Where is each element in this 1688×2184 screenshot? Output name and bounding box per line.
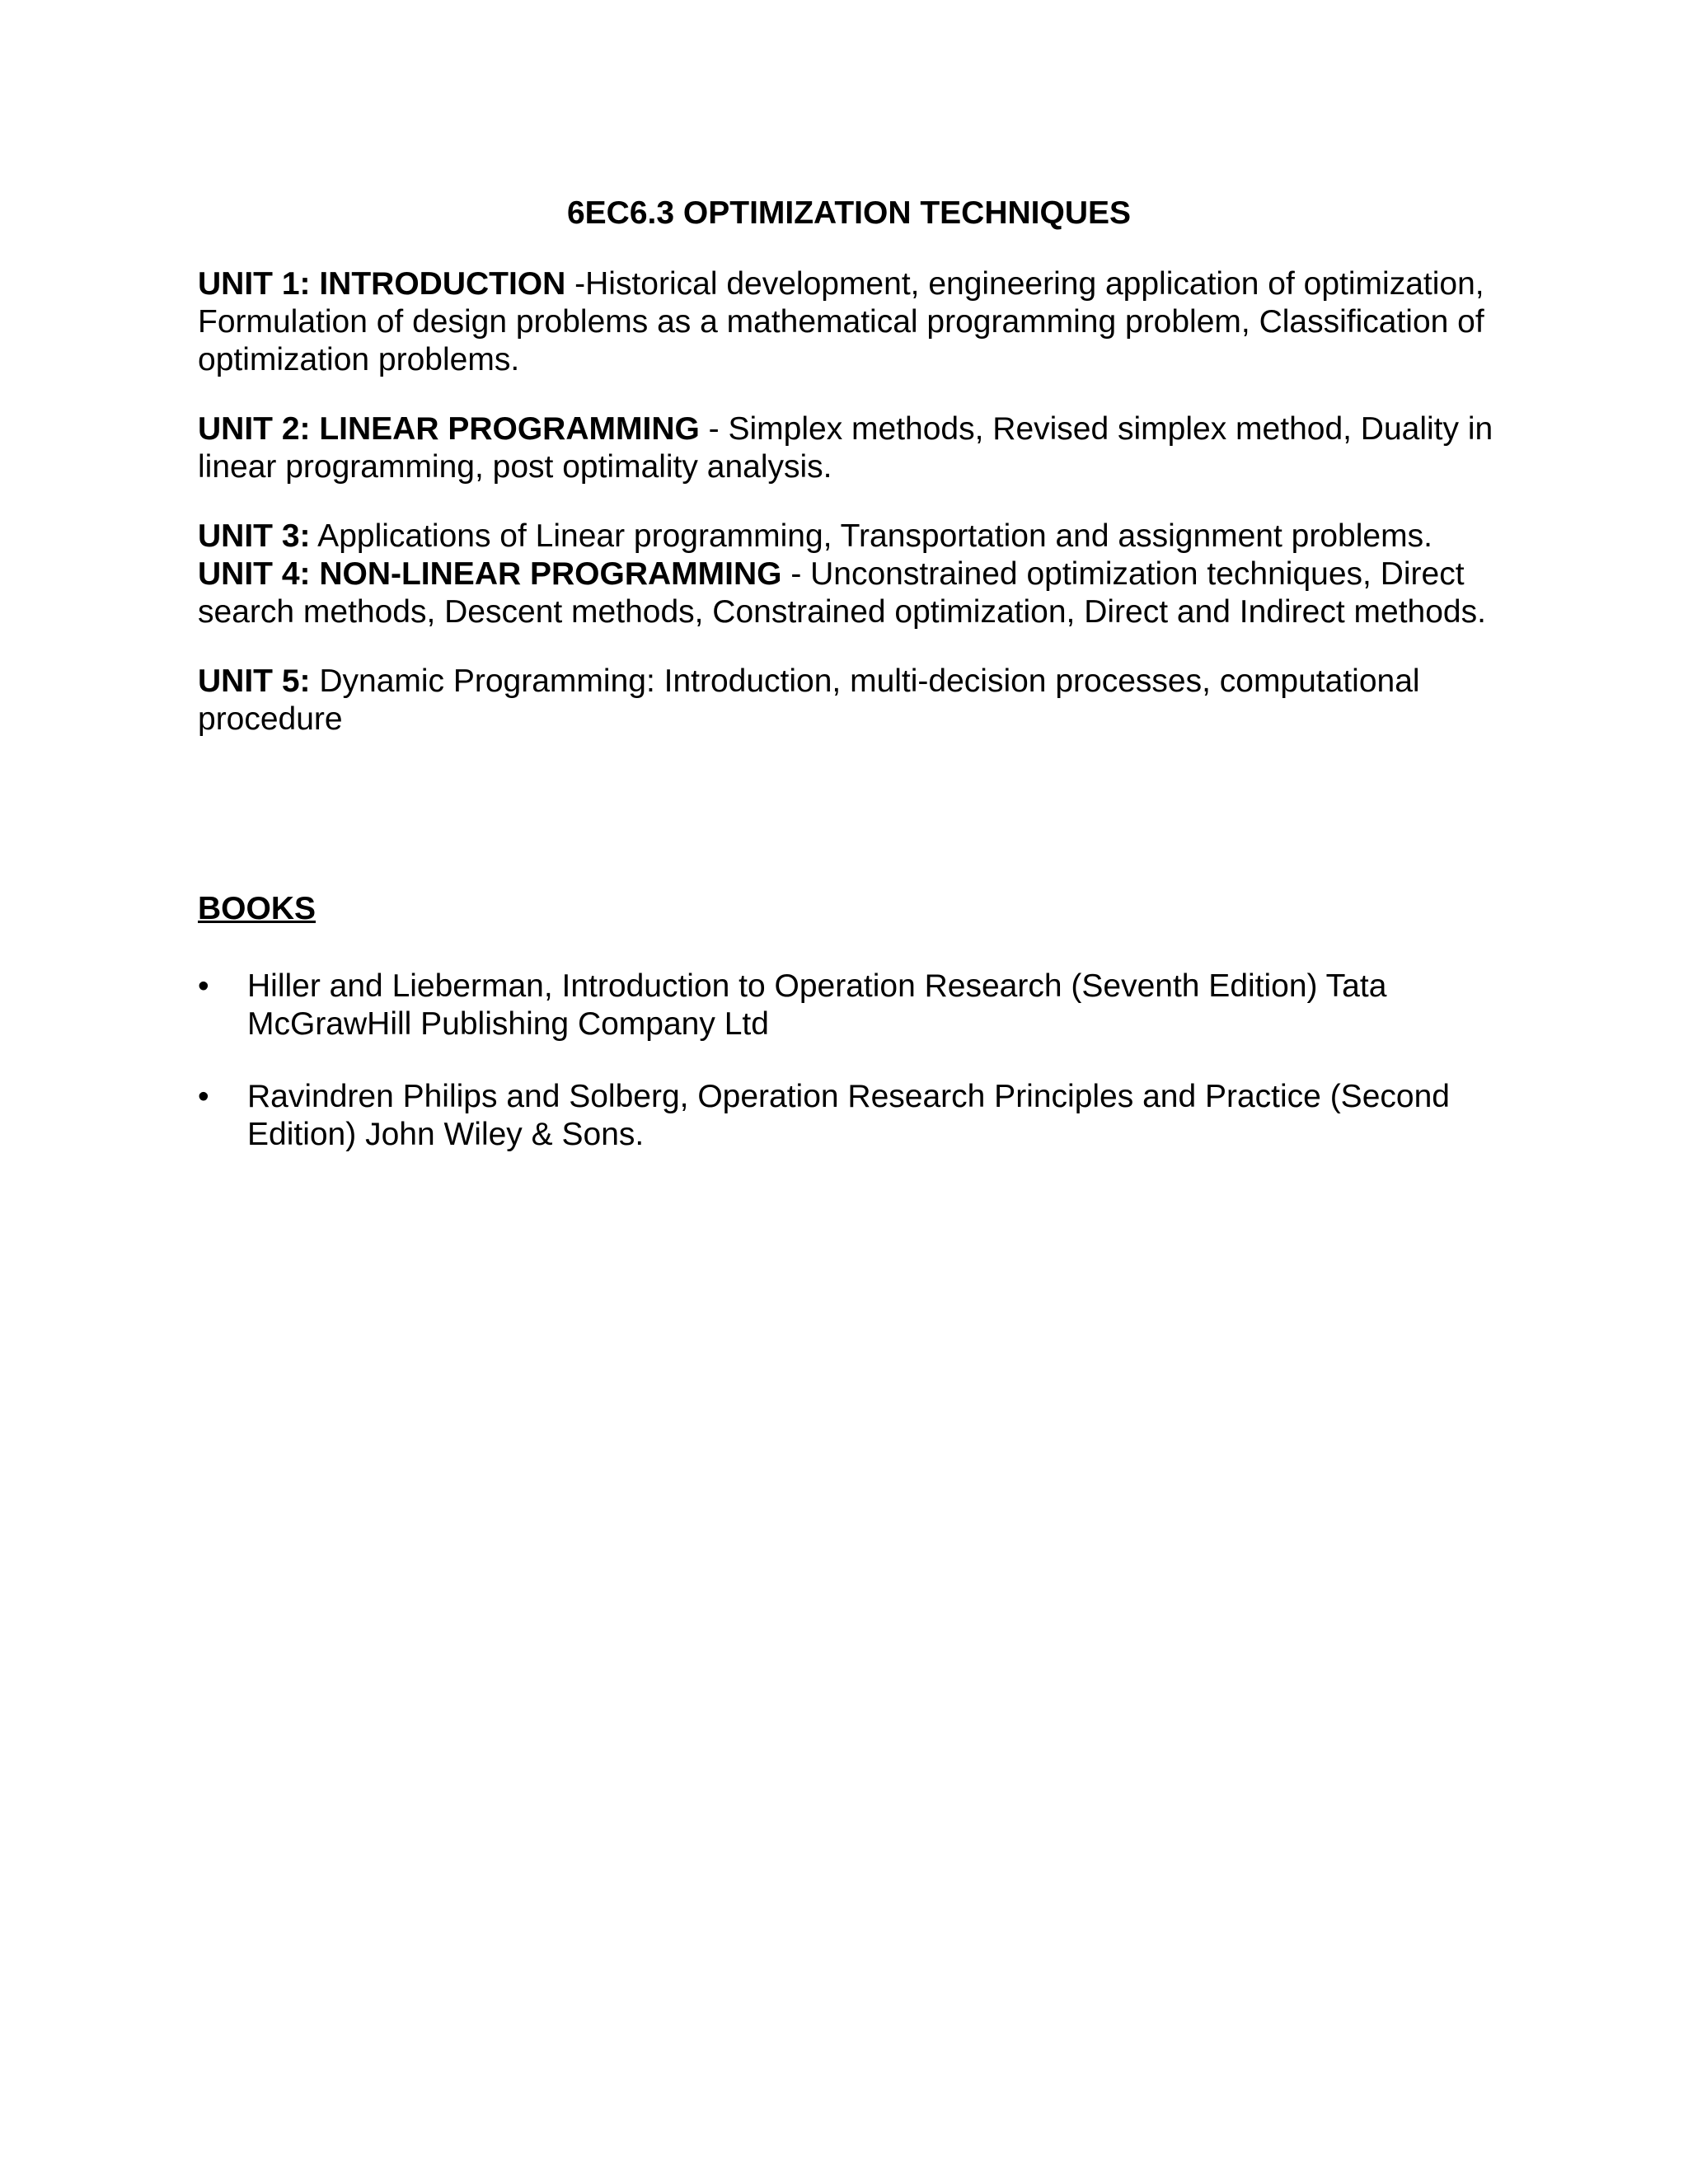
book-item-2	[198, 1078, 1500, 1154]
unit-2-paragraph	[198, 410, 1500, 486]
syllabus-content	[198, 194, 1500, 1188]
unit-3-label: UNIT 3:	[198, 518, 311, 554]
document-title: 6EC6.3 OPTIMIZATION TECHNIQUES	[566, 195, 1132, 231]
book-item-2-text: Ravindren Philips and Solberg, Operation Research Principles and Practice (Second Edition) John Wiley & Sons.	[247, 1079, 1450, 1152]
unit-1-label: UNIT 1: INTRODUCTION	[198, 266, 566, 302]
book-item-1-text: Hiller and Lieberman, Introduction to Operation Research (Seventh Edition) Tata McGrawHill Publishing Company Ltd	[247, 968, 1387, 1042]
unit-4-paragraph	[198, 555, 1500, 631]
unit-5-paragraph	[198, 663, 1500, 738]
unit-2-text: - Simplex methods, Revised simplex method, Duality in linear programming, post optimality analysis.	[198, 411, 1493, 485]
unit-2-label: UNIT 2: LINEAR PROGRAMMING	[198, 411, 700, 447]
unit-3-text: Applications of Linear programming, Transportation and assignment problems.	[310, 518, 1432, 554]
books-heading: BOOKS	[198, 891, 316, 926]
unit-3-paragraph	[198, 518, 1500, 555]
unit-5-text: Dynamic Programming: Introduction, multi-decision processes, computational procedure	[198, 663, 1420, 737]
book-item-1	[198, 968, 1500, 1043]
books-list	[198, 968, 1500, 1154]
unit-1-text: -Historical development, engineering application of optimization, Formulation of design problems as a mathematical programming problem, Classification of optimization problems.	[198, 266, 1484, 377]
bullet-icon: •	[198, 1079, 209, 1114]
unit-4-text: - Unconstrained optimization techniques, Direct search methods, Descent methods, Constrained optimization, Direct and Indirect methods.	[198, 556, 1486, 630]
unit-4-label: UNIT 4: NON-LINEAR PROGRAMMING	[198, 556, 782, 592]
bullet-icon: •	[198, 968, 209, 1004]
unit-5-label: UNIT 5:	[198, 663, 311, 699]
unit-1-paragraph	[198, 265, 1500, 379]
